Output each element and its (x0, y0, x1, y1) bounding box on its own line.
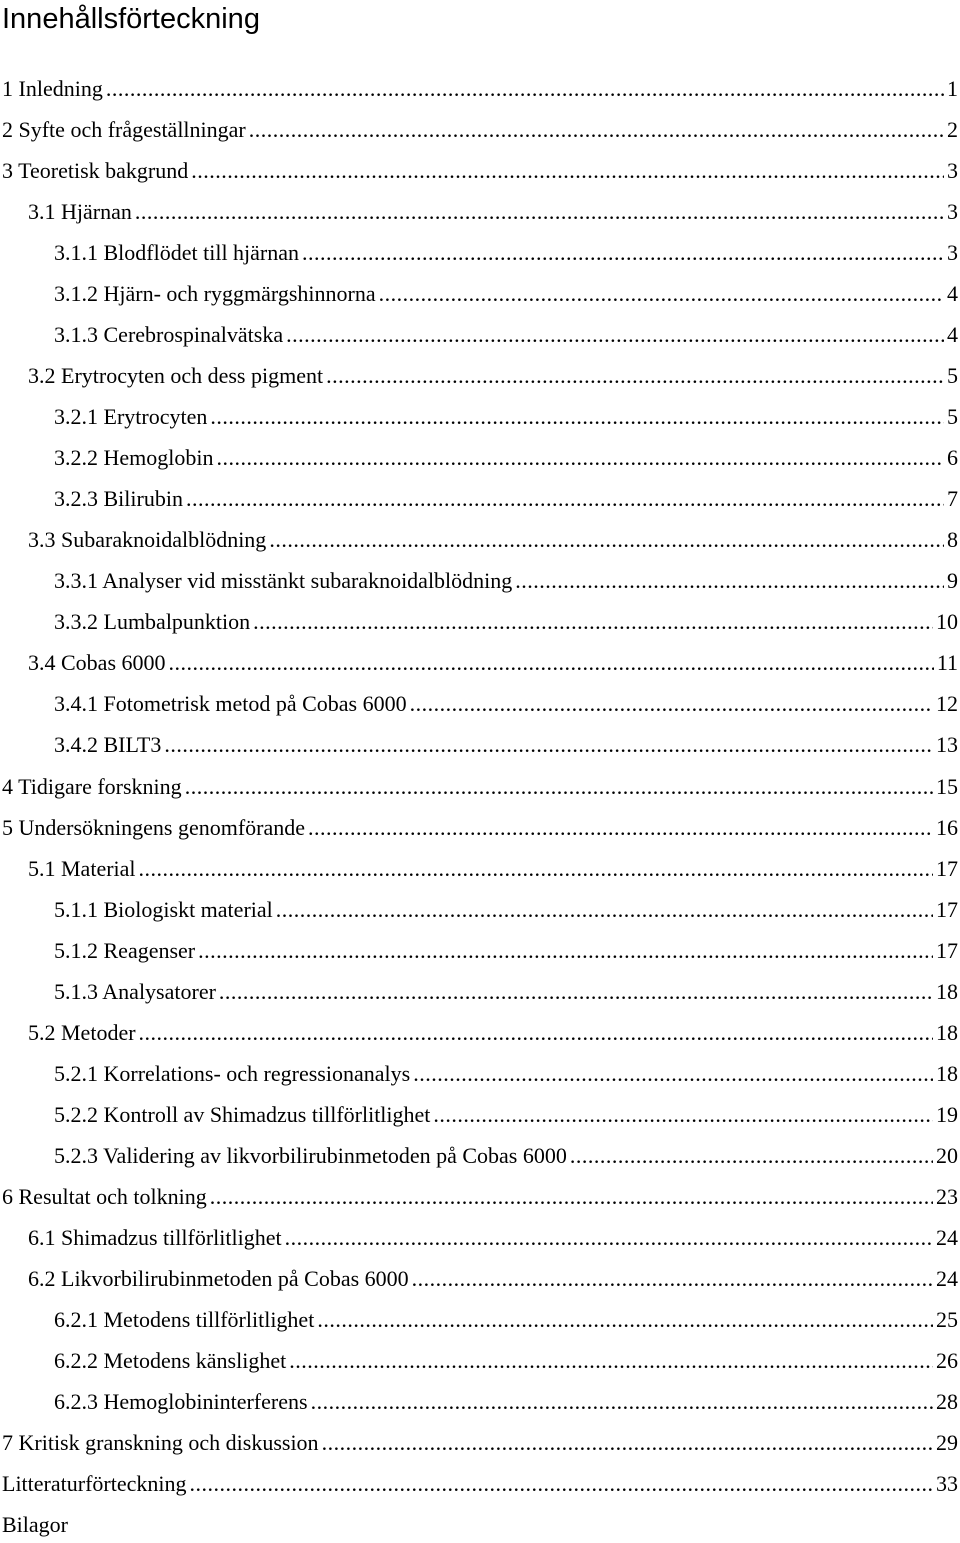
toc-entry-label: 3.2.2 Hemoglobin (54, 445, 214, 471)
toc-entry[interactable] (2, 1469, 958, 1499)
toc-entry[interactable] (54, 730, 958, 760)
toc-dot-leader (317, 1305, 933, 1335)
toc-dot-leader (189, 1469, 933, 1499)
toc-entry-page-number: 16 (936, 814, 958, 840)
toc-entry-label: 6 Resultat och tolkning (2, 1183, 207, 1209)
toc-entry-page-number: 9 (947, 568, 958, 594)
toc-entry[interactable] (2, 115, 958, 145)
toc-entry-label: 3.3 Subaraknoidalblödning (28, 527, 267, 553)
toc-dot-leader (135, 197, 944, 227)
toc-entry-label: 5.1 Material (28, 855, 136, 881)
toc-entry[interactable] (28, 1264, 958, 1294)
toc-entry[interactable] (28, 197, 958, 227)
toc-dot-leader (311, 1387, 933, 1417)
toc-entry-page-number: 5 (947, 363, 958, 389)
toc-entry[interactable] (2, 156, 958, 186)
toc-entry-page-number: 19 (936, 1101, 958, 1127)
toc-entry[interactable] (2, 1182, 958, 1212)
toc-entry-page-number: 18 (936, 978, 958, 1004)
toc-entry-page-number: 1 (947, 76, 958, 101)
toc-entry-label: 5 Undersökningens genomförande (2, 814, 306, 840)
toc-entry-label: 4 Tidigare forskning (2, 773, 182, 799)
toc-entry-page-number: 7 (947, 486, 958, 512)
toc-dot-leader (410, 689, 933, 719)
toc-entry-page-number: 24 (936, 1224, 958, 1250)
toc-entry-label: 1 Inledning (2, 76, 103, 101)
toc-entry-page-number: 3 (947, 158, 958, 184)
toc-entry-label: 3.2.1 Erytrocyten (54, 404, 208, 430)
toc-entry-label: 3.2 Erytrocyten och dess pigment (28, 363, 324, 389)
toc-dot-leader (289, 1346, 933, 1376)
toc-entry[interactable] (28, 648, 958, 678)
toc-entry-label: 6.2.2 Metodens känslighet (54, 1347, 287, 1373)
toc-dot-leader (210, 1182, 933, 1212)
toc-entry-page-number: 15 (936, 773, 958, 799)
toc-dot-leader (413, 1059, 933, 1089)
toc-entry-label: 6.2 Likvorbilirubinmetoden på Cobas 6000 (28, 1265, 409, 1291)
toc-entry-label: 3.2.3 Bilirubin (54, 486, 183, 512)
toc-dot-leader (210, 402, 944, 432)
toc-entry-page-number: 4 (947, 281, 958, 307)
toc-entry-page-number: 3 (947, 240, 958, 266)
toc-entry-page-number: 28 (936, 1388, 958, 1414)
toc-entry-page-number: 17 (936, 896, 958, 922)
toc-entry-label: 3.1.3 Cerebrospinalvätska (54, 322, 284, 348)
toc-entry-page-number: 25 (936, 1306, 958, 1332)
toc-entry[interactable] (54, 566, 958, 596)
toc-entry-label: 2 Syfte och frågeställningar (2, 117, 246, 143)
toc-entry-page-number: 3 (947, 199, 958, 225)
toc-dot-leader (249, 115, 944, 145)
toc-title: Innehållsförteckning (2, 3, 260, 35)
toc-entry-label: 3.3.1 Analyser vid misstänkt subaraknoidalblödning (54, 568, 513, 594)
toc-dot-leader (515, 566, 944, 596)
toc-entry-page-number: 24 (936, 1265, 958, 1291)
toc-entry-page-number: 10 (936, 609, 958, 635)
toc-entry[interactable] (54, 607, 958, 637)
toc-entry-page-number: 4 (947, 322, 958, 348)
toc-entry-label: 5.2.3 Validering av likvorbilirubinmetoden på Cobas 6000 (54, 1142, 567, 1168)
toc-dot-leader (285, 1223, 933, 1253)
toc-entry-label: 6.2.3 Hemoglobininterferens (54, 1388, 308, 1414)
toc-entry-page-number: 33 (936, 1471, 958, 1497)
toc-entry-label: 3.4 Cobas 6000 (28, 650, 166, 676)
toc-entry[interactable] (54, 1141, 958, 1171)
toc-entry[interactable] (54, 238, 958, 268)
toc-entry[interactable] (54, 484, 958, 514)
toc-dot-leader (198, 936, 933, 966)
toc-entry[interactable] (54, 1346, 958, 1376)
toc-entry-label: 3.1 Hjärnan (28, 199, 132, 225)
toc-dot-leader (169, 648, 934, 678)
toc-entry[interactable] (2, 74, 958, 104)
toc-dot-leader (139, 1018, 933, 1048)
toc-entry-label: Litteraturförteckning (2, 1471, 187, 1497)
toc-entry-page-number: 6 (947, 445, 958, 471)
toc-dot-leader (219, 977, 933, 1007)
toc-entry-page-number: 18 (936, 1060, 958, 1086)
toc-entry[interactable] (54, 320, 958, 350)
toc-entry-label: 3 Teoretisk bakgrund (2, 158, 189, 184)
toc-entry[interactable] (2, 772, 958, 802)
toc-dot-leader (217, 443, 945, 473)
toc-entry-label: 5.1.2 Reagenser (54, 937, 196, 963)
toc-entry[interactable] (54, 1100, 958, 1130)
toc-entry-page-number: 13 (936, 732, 958, 758)
toc-entry-label: 3.4.2 BILT3 (54, 732, 162, 758)
toc-dot-leader (106, 74, 944, 104)
toc-entry[interactable] (54, 936, 958, 966)
toc-entry[interactable] (54, 1305, 958, 1335)
toc-entry-page-number: 23 (936, 1183, 958, 1209)
toc-entry-label: 5.2.1 Korrelations- och regressionanalys (54, 1060, 411, 1086)
toc-entry[interactable] (54, 1059, 958, 1089)
toc-entry-page-number: 18 (936, 1019, 958, 1045)
toc-dot-leader (412, 1264, 933, 1294)
toc-entry[interactable] (2, 813, 958, 843)
toc-entry-page-number: 11 (936, 650, 958, 676)
toc-entry-page-number: 20 (936, 1142, 958, 1168)
toc-entry-page-number: 17 (936, 855, 958, 881)
toc-entry[interactable] (54, 279, 958, 309)
toc-entry-label: 3.3.2 Lumbalpunktion (54, 609, 251, 635)
toc-entry-label: 3.1.1 Blodflödet till hjärnan (54, 240, 300, 266)
toc-dot-leader (139, 854, 933, 884)
toc-dot-leader (302, 238, 944, 268)
toc-entry-page-number: 2 (947, 117, 958, 143)
toc-entry[interactable] (54, 443, 958, 473)
toc-entry-page-number: 5 (947, 404, 958, 430)
toc-entry-label: 5.2.2 Kontroll av Shimadzus tillförlitlighet (54, 1101, 431, 1127)
toc-appendix-label: Bilagor (2, 1512, 68, 1538)
toc-entry[interactable] (28, 525, 958, 555)
toc-entry-page-number: 26 (936, 1347, 958, 1373)
toc-entry-page-number: 17 (936, 937, 958, 963)
toc-entry[interactable] (2, 1428, 958, 1458)
toc-dot-leader (164, 730, 933, 760)
toc-dot-leader (253, 607, 933, 637)
toc-entry-label: 5.2 Metoder (28, 1019, 136, 1045)
toc-entry-label: 7 Kritisk granskning och diskussion (2, 1429, 319, 1455)
toc-entry[interactable] (54, 977, 958, 1007)
toc-entry[interactable] (28, 854, 958, 884)
toc-entry[interactable] (54, 689, 958, 719)
toc-entry-label: 5.1.3 Analysatorer (54, 978, 216, 1004)
toc-entry-label: 6.2.1 Metodens tillförlitlighet (54, 1306, 315, 1332)
toc-entry-label: 3.4.1 Fotometrisk metod på Cobas 6000 (54, 691, 407, 717)
toc-dot-leader (308, 813, 933, 843)
toc-entry-page-number: 8 (947, 527, 958, 553)
toc-dot-leader (276, 895, 933, 925)
toc-entry-label: 5.1.1 Biologiskt material (54, 896, 273, 922)
toc-dot-leader (191, 156, 944, 186)
toc-entry[interactable] (54, 1387, 958, 1417)
toc-entry-page-number: 29 (936, 1429, 958, 1455)
toc-dot-leader (433, 1100, 933, 1130)
toc-entry[interactable] (54, 402, 958, 432)
toc-dot-leader (269, 525, 944, 555)
toc-entry[interactable] (28, 1018, 958, 1048)
toc-dot-leader (185, 772, 933, 802)
toc-dot-leader (570, 1141, 933, 1171)
toc-dot-leader (379, 279, 944, 309)
toc-entry[interactable] (28, 361, 958, 391)
toc-dot-leader (326, 361, 944, 391)
toc-entry-label: 3.1.2 Hjärn- och ryggmärgshinnorna (54, 281, 376, 307)
toc-dot-leader (286, 320, 944, 350)
toc-entry-label: 6.1 Shimadzus tillförlitlighet (28, 1224, 282, 1250)
toc-entry[interactable] (54, 895, 958, 925)
toc-entry-page-number: 12 (936, 691, 958, 717)
toc-entry[interactable] (28, 1223, 958, 1253)
toc-dot-leader (186, 484, 944, 514)
toc-dot-leader (322, 1428, 933, 1458)
